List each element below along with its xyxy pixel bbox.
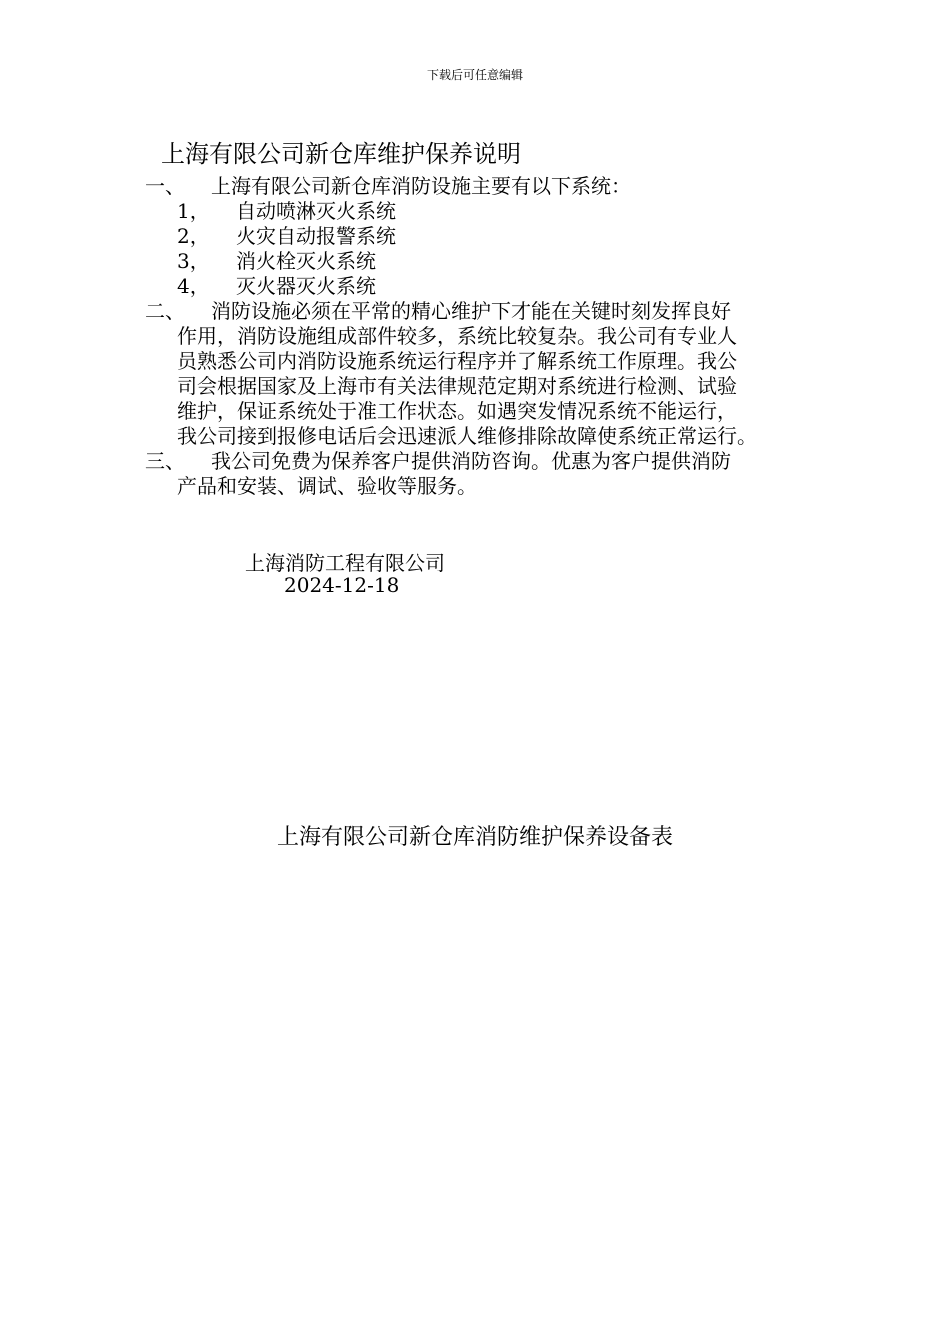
system-item-4-number: 4，	[177, 274, 210, 298]
system-item-1-number: 1，	[177, 199, 210, 223]
section-3-line-2: 产品和安装、调试、验收等服务。	[177, 474, 477, 498]
system-item-3-number: 3，	[177, 249, 210, 273]
section-2-line-6: 我公司接到报修电话后会迅速派人维修排除故障使系统正常运行。	[177, 424, 757, 448]
section-1-text: 上海有限公司新仓库消防设施主要有以下系统：	[211, 174, 631, 198]
system-item-2-text: 火灾自动报警系统	[236, 224, 396, 248]
system-item-1-text: 自动喷淋灭火系统	[236, 199, 396, 223]
system-item-2-number: 2，	[177, 224, 210, 248]
system-item-4-text: 灭火器灭火系统	[236, 274, 376, 298]
section-2-number: 二、	[145, 299, 185, 323]
section-2-line-1: 消防设施必须在平常的精心维护下才能在关键时刻发挥良好	[211, 299, 731, 323]
header-note: 下载后可任意编辑	[426, 68, 523, 82]
document-title: 上海有限公司新仓库维护保养说明	[161, 140, 521, 168]
section-2-line-3: 员熟悉公司内消防设施系统运行程序并了解系统工作原理。我公	[177, 349, 737, 373]
section-2-line-2: 作用，消防设施组成部件较多，系统比较复杂。我公司有专业人	[177, 324, 737, 348]
equipment-table-title: 上海有限公司新仓库消防维护保养设备表	[276, 825, 673, 850]
section-2-line-5: 维护，保证系统处于准工作状态。如遇突发情况系统不能运行，	[177, 399, 737, 423]
section-1-number: 一、	[145, 174, 185, 198]
section-3-line-1: 我公司免费为保养客户提供消防咨询。优惠为客户提供消防	[211, 449, 731, 473]
signature-company: 上海消防工程有限公司	[245, 551, 445, 575]
signature-date: 2024-12-18	[284, 573, 400, 597]
system-item-3-text: 消火栓灭火系统	[236, 249, 376, 273]
section-2-line-4: 司会根据国家及上海市有关法律规范定期对系统进行检测、试验	[177, 374, 737, 398]
section-3-number: 三、	[145, 449, 185, 473]
